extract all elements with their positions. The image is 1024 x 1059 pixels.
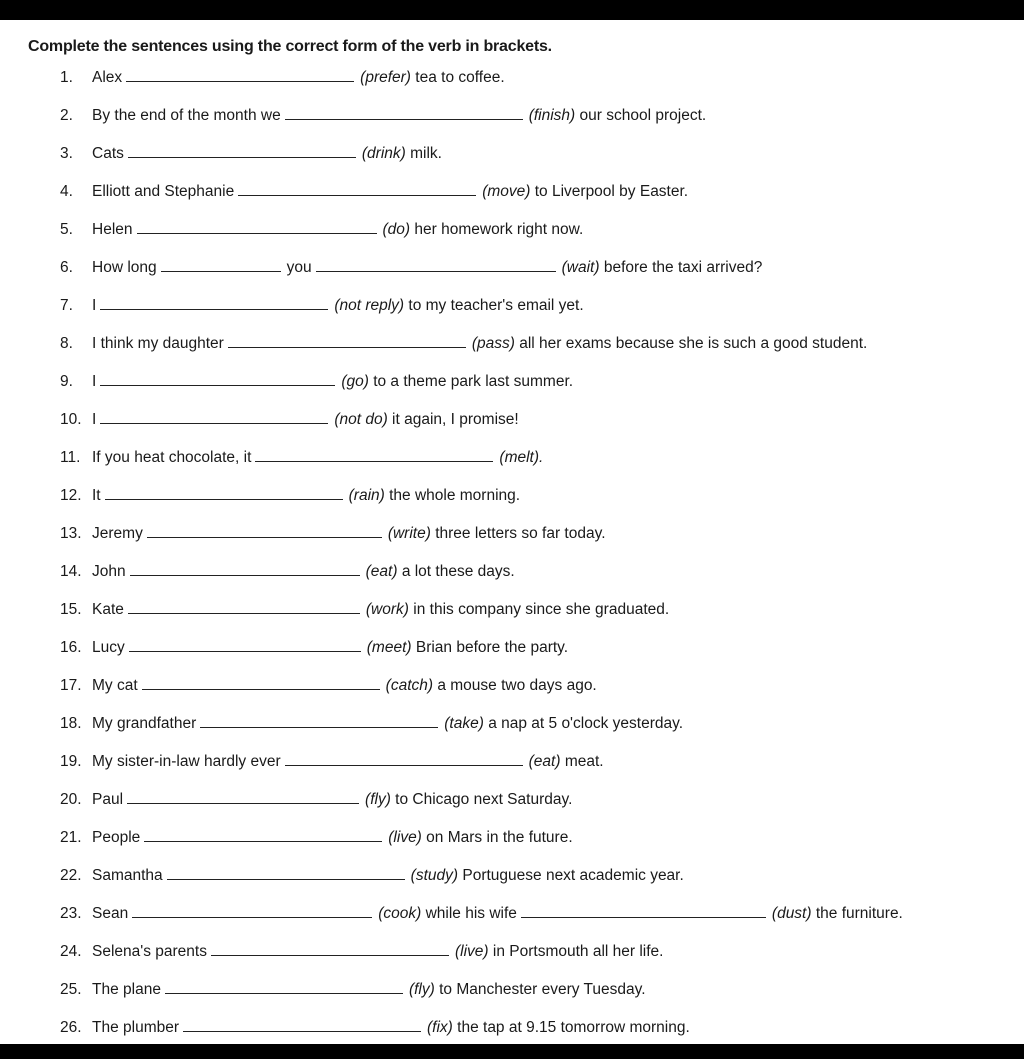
answer-blank[interactable] (132, 903, 372, 918)
sentence-start: I think my daughter (92, 335, 224, 352)
sentence-start: My grandfather (92, 715, 197, 732)
verb-hint: (fix) (427, 1019, 453, 1036)
exercise-list (0, 20, 1024, 1044)
sentence-start: Lucy (92, 639, 125, 656)
verb-hint: (not reply) (334, 297, 405, 314)
item-number: 17. (60, 677, 82, 694)
item-number: 12. (60, 487, 82, 504)
exercise-5 (60, 219, 583, 239)
exercise-24 (60, 941, 663, 961)
answer-blank[interactable] (128, 599, 360, 614)
sentence-end: a mouse two days ago. (437, 677, 597, 694)
item-number: 24. (60, 943, 82, 960)
sentence-start: By the end of the month we (92, 107, 281, 124)
verb-hint: (study) (410, 867, 459, 884)
answer-blank[interactable] (238, 181, 476, 196)
sentence-start: My cat (92, 677, 138, 694)
item-number: 4. (60, 183, 73, 200)
verb-hint: (eat) (528, 753, 561, 770)
sentence-end: before the taxi arrived? (603, 259, 763, 276)
exercise-3 (60, 143, 442, 163)
sentence-start: Cats (92, 145, 124, 162)
item-number: 2. (60, 107, 73, 124)
sentence-start: Paul (92, 791, 124, 808)
sentence-start: If you heat chocolate, it (92, 449, 252, 466)
sentence-end: it again, I promise! (392, 411, 519, 428)
sentence-end: the tap at 9.15 tomorrow morning. (457, 1019, 690, 1036)
item-number: 21. (60, 829, 82, 846)
item-number: 7. (60, 297, 73, 314)
item-number: 10. (60, 411, 82, 428)
exercise-15 (60, 599, 669, 619)
verb-hint: (fly) (408, 981, 435, 998)
exercise-23 (60, 903, 903, 923)
answer-blank[interactable] (285, 105, 523, 120)
sentence-start: How long (92, 259, 157, 276)
verb-hint: (prefer) (360, 69, 411, 86)
item-number: 5. (60, 221, 73, 238)
answer-blank[interactable] (211, 941, 449, 956)
verb-hint: (work) (365, 601, 409, 618)
item-number: 16. (60, 639, 82, 656)
verb-hint: (take) (444, 715, 484, 732)
sentence-end: a lot these days. (401, 563, 515, 580)
answer-blank[interactable] (165, 979, 403, 994)
sentence-start: Selena's parents (92, 943, 207, 960)
sentence-end: to my teacher's email yet. (408, 297, 584, 314)
verb-hint: (meet) (366, 639, 412, 656)
answer-blank[interactable] (161, 257, 281, 272)
exercise-26 (60, 1017, 690, 1037)
instruction-heading: Complete the sentences using the correct form of the verb in brackets. (28, 38, 552, 55)
sentence-end: our school project. (579, 107, 707, 124)
exercise-14 (60, 561, 515, 581)
exercise-17 (60, 675, 597, 695)
answer-blank[interactable] (255, 447, 493, 462)
verb-hint: (melt). (499, 449, 544, 466)
sentence-start: Alex (92, 69, 123, 86)
exercise-1 (60, 67, 505, 87)
item-number: 13. (60, 525, 82, 542)
item-number: 1. (60, 69, 73, 86)
answer-blank[interactable] (521, 903, 766, 918)
sentence-start: John (92, 563, 126, 580)
exercise-22 (60, 865, 684, 885)
sentence-end: Portuguese next academic year. (462, 867, 684, 884)
sentence-end: tea to coffee. (415, 69, 505, 86)
answer-blank[interactable] (129, 637, 361, 652)
sentence-end: to Chicago next Saturday. (395, 791, 573, 808)
sentence-end: to Manchester every Tuesday. (439, 981, 646, 998)
exercise-2 (60, 105, 706, 125)
item-number: 20. (60, 791, 82, 808)
answer-blank[interactable] (144, 827, 382, 842)
sentence-start: The plane (92, 981, 161, 998)
exercise-20 (60, 789, 572, 809)
sentence-end: in Portsmouth all her life. (492, 943, 664, 960)
sentence-end: meat. (564, 753, 604, 770)
answer-blank[interactable] (105, 485, 343, 500)
verb-hint: (rain) (348, 487, 385, 504)
verb-hint: (live) (388, 829, 422, 846)
item-number: 18. (60, 715, 82, 732)
item-number: 25. (60, 981, 82, 998)
sentence-end: to Liverpool by Easter. (534, 183, 689, 200)
answer-blank[interactable] (128, 143, 356, 158)
answer-blank[interactable] (147, 523, 382, 538)
item-number: 15. (60, 601, 82, 618)
exercise-18 (60, 713, 683, 733)
sentence-end: her homework right now. (414, 221, 584, 238)
sentence-start: I (92, 373, 97, 390)
answer-blank[interactable] (100, 295, 328, 310)
item-number: 26. (60, 1019, 82, 1036)
worksheet-page (0, 20, 1024, 1044)
sentence-end: the whole morning. (389, 487, 521, 504)
answer-blank[interactable] (200, 713, 438, 728)
sentence-start: I (92, 297, 97, 314)
sentence-end: a nap at 5 o'clock yesterday. (488, 715, 683, 732)
sentence-end: milk. (410, 145, 442, 162)
sentence-end: Brian before the party. (415, 639, 569, 656)
verb-hint: (live) (454, 943, 489, 960)
verb-hint: (move) (482, 183, 531, 200)
answer-blank[interactable] (316, 257, 556, 272)
answer-blank[interactable] (100, 409, 328, 424)
exercise-19 (60, 751, 604, 771)
item-number: 8. (60, 335, 73, 352)
sentence-middle: you (286, 259, 312, 276)
item-number: 14. (60, 563, 82, 580)
sentence-start: Jeremy (92, 525, 143, 542)
answer-blank[interactable] (228, 333, 466, 348)
sentence-end: while his wife (425, 905, 517, 922)
sentence-start: Samantha (92, 867, 163, 884)
verb-hint: (finish) (528, 107, 576, 124)
verb-hint: (go) (341, 373, 369, 390)
exercise-25 (60, 979, 646, 999)
answer-blank[interactable] (127, 789, 359, 804)
sentence-end: all her exams because she is such a good student. (519, 335, 868, 352)
verb-hint: (pass) (471, 335, 515, 352)
sentence-start: My sister-in-law hardly ever (92, 753, 281, 770)
sentence-start: The plumber (92, 1019, 180, 1036)
sentence-start: People (92, 829, 141, 846)
sentence-start: It (92, 487, 101, 504)
item-number: 23. (60, 905, 82, 922)
verb-hint: (do) (382, 221, 411, 238)
sentence-start: Helen (92, 221, 133, 238)
answer-blank[interactable] (100, 371, 335, 386)
sentence-start: Elliott and Stephanie (92, 183, 235, 200)
sentence-end: in this company since she graduated. (413, 601, 670, 618)
exercise-6 (60, 257, 762, 277)
verb-hint: (drink) (361, 145, 406, 162)
verb-hint: (not do) (334, 411, 388, 428)
sentence-end: three letters so far today. (435, 525, 606, 542)
exercise-7 (60, 295, 584, 315)
sentence-end: to a theme park last summer. (373, 373, 574, 390)
item-number: 3. (60, 145, 73, 162)
exercise-11 (60, 447, 543, 467)
exercise-21 (60, 827, 573, 847)
verb-hint: (eat) (365, 563, 398, 580)
answer-blank[interactable] (126, 67, 354, 82)
exercise-9 (60, 371, 573, 391)
answer-blank[interactable] (142, 675, 380, 690)
answer-blank[interactable] (137, 219, 377, 234)
sentence-end-2: the furniture. (815, 905, 903, 922)
exercise-16 (60, 637, 568, 657)
sentence-start: Kate (92, 601, 124, 618)
sentence-end: on Mars in the future. (426, 829, 573, 846)
sentence-start: I (92, 411, 97, 428)
verb-hint: (write) (387, 525, 431, 542)
verb-hint: (wait) (561, 259, 600, 276)
verb-hint: (catch) (385, 677, 434, 694)
item-number: 11. (60, 449, 81, 466)
answer-blank[interactable] (183, 1017, 421, 1032)
item-number: 9. (60, 373, 73, 390)
item-number: 22. (60, 867, 82, 884)
item-number: 19. (60, 753, 82, 770)
verb-hint: (fly) (365, 791, 391, 808)
answer-blank[interactable] (285, 751, 523, 766)
exercise-10 (60, 409, 519, 429)
answer-blank[interactable] (167, 865, 405, 880)
verb-hint: (cook) (378, 905, 422, 922)
exercise-13 (60, 523, 606, 543)
sentence-start: Sean (92, 905, 129, 922)
exercise-8 (60, 333, 867, 353)
answer-blank[interactable] (130, 561, 360, 576)
exercise-4 (60, 181, 688, 201)
verb-hint-2: (dust) (771, 905, 812, 922)
exercise-12 (60, 485, 520, 505)
item-number: 6. (60, 259, 73, 276)
